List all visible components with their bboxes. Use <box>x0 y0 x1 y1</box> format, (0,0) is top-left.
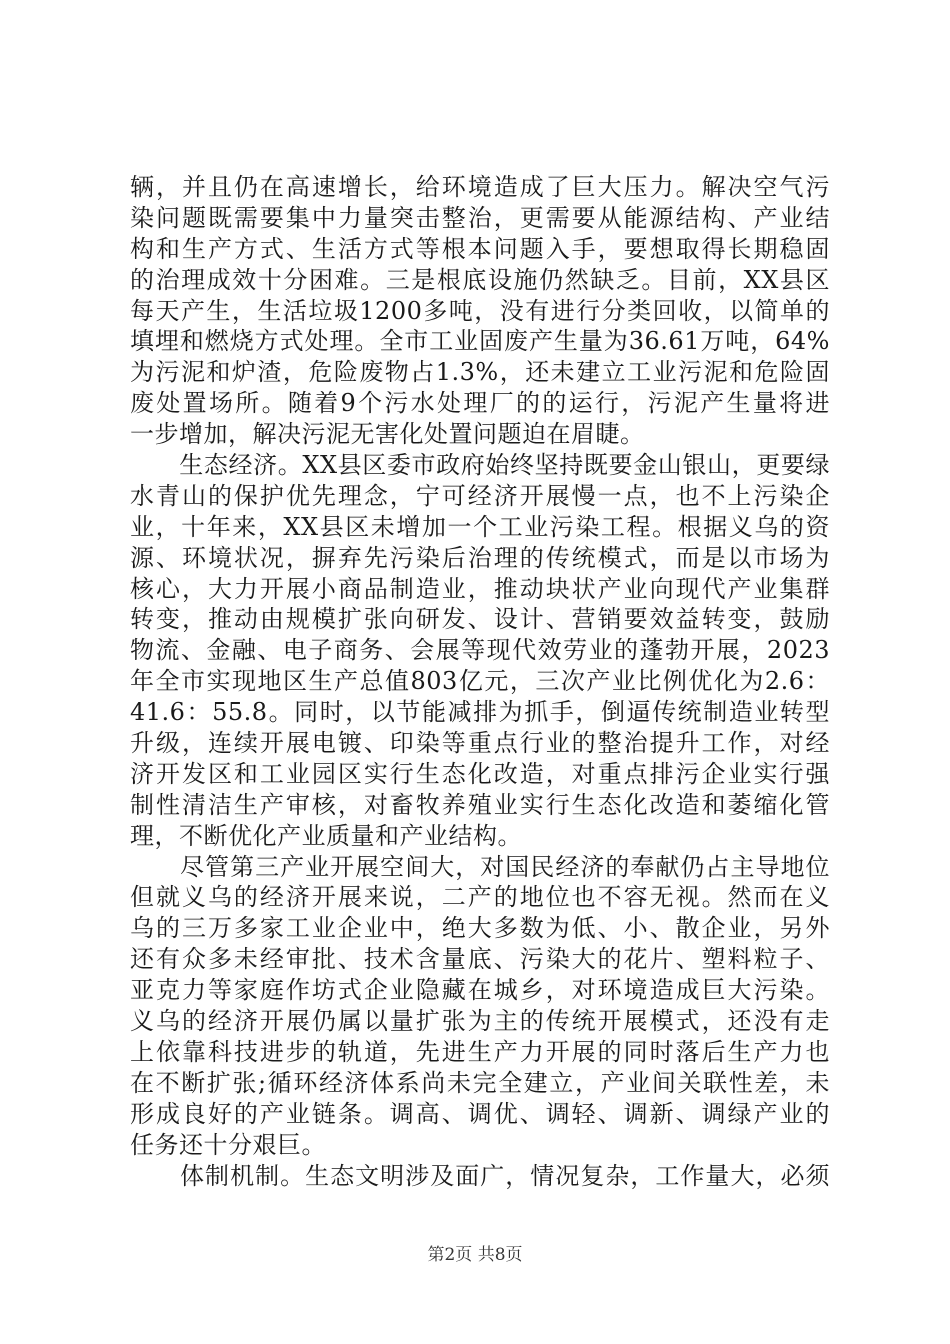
text-line: 业，十年来，XX县区未增加一个工业污染工程。根据义乌的资 <box>130 512 830 541</box>
text-line: 核心，大力开展小商品制造业，推动块状产业向现代产业集群 <box>130 574 830 603</box>
text-line: 形成良好的产业链条。调高、调优、调轻、调新、调绿产业的 <box>130 1099 830 1128</box>
text-line: 理，不断优化产业质量和产业结构。 <box>130 821 522 850</box>
text-line: 升级，连续开展电镀、印染等重点行业的整治提升工作，对经 <box>130 729 830 758</box>
text-line: 上依靠科技进步的轨道，先进生产力开展的同时落后生产力也 <box>130 1037 830 1066</box>
text-line: 每天产生，生活垃圾1200多吨，没有进行分类回收，以简单的 <box>130 296 830 325</box>
text-line: 生态经济。XX县区委市政府始终坚持既要金山银山，更要绿 <box>130 451 830 480</box>
text-line: 构和生产方式、生活方式等根本问题入手，要想取得长期稳固 <box>130 234 830 263</box>
text-line: 但就义乌的经济开展来说，二产的地位也不容无视。然而在义 <box>130 883 830 912</box>
text-line: 的治理成效十分困难。三是根底设施仍然缺乏。目前，XX县区 <box>130 265 830 294</box>
text-line: 废处置场所。随着9个污水处理厂的的运行，污泥产生量将进 <box>130 389 830 418</box>
text-line: 转变，推动由规模扩张向研发、设计、营销要效益转变，鼓励 <box>130 605 830 634</box>
text-line: 尽管第三产业开展空间大，对国民经济的奉献仍占主导地位 <box>130 852 830 881</box>
text-line: 济开发区和工业园区实行生态化改造，对重点排污企业实行强 <box>130 759 830 788</box>
text-line: 为污泥和炉渣，危险废物占1.3%，还未建立工业污泥和危险固 <box>130 358 830 387</box>
text-line: 41.6：55.8。同时，以节能减排为抓手，倒逼传统制造业转型 <box>130 698 830 727</box>
text-line: 水青山的保护优先理念，宁可经济开展慢一点，也不上污染企 <box>130 481 830 510</box>
text-line: 任务还十分艰巨。 <box>130 1130 326 1159</box>
text-line: 义乌的经济开展仍属以量扩张为主的传统开展模式，还没有走 <box>130 1007 830 1036</box>
text-line: 填埋和燃烧方式处理。全市工业固废产生量为36.61万吨，64% <box>130 327 830 356</box>
text-line: 辆，并且仍在高速增长，给环境造成了巨大压力。解决空气污 <box>130 173 830 201</box>
text-line: 一步增加，解决污泥无害化处置问题迫在眉睫。 <box>130 420 645 449</box>
text-line: 在不断扩张;循环经济体系尚未完全建立，产业间关联性差，未 <box>130 1068 830 1097</box>
body-text <box>130 172 830 1191</box>
text-line: 源、环境状况，摒弃先污染后治理的传统模式，而是以市场为 <box>130 543 830 572</box>
text-line: 制性清洁生产审核，对畜牧养殖业实行生态化改造和萎缩化管 <box>130 790 830 819</box>
page-number-footer: 第2页 共8页 <box>427 1245 523 1265</box>
text-line: 乌的三万多家工业企业中，绝大多数为低、小、散企业，另外 <box>130 914 830 943</box>
text-line: 染问题既需要集中力量突击整治，更需要从能源结构、产业结 <box>130 203 830 232</box>
text-line: 还有众多未经审批、技术含量底、污染大的花片、塑料粒子、 <box>130 945 830 974</box>
text-line: 年全市实现地区生产总值803亿元，三次产业比例优化为2.6： <box>130 667 830 696</box>
text-line: 亚克力等家庭作坊式企业隐藏在城乡，对环境造成巨大污染。 <box>130 976 830 1005</box>
text-line: 体制机制。生态文明涉及面广，情况复杂，工作量大，必须 <box>130 1161 830 1190</box>
text-line: 物流、金融、电子商务、会展等现代效劳业的蓬勃开展，2023 <box>130 636 830 665</box>
